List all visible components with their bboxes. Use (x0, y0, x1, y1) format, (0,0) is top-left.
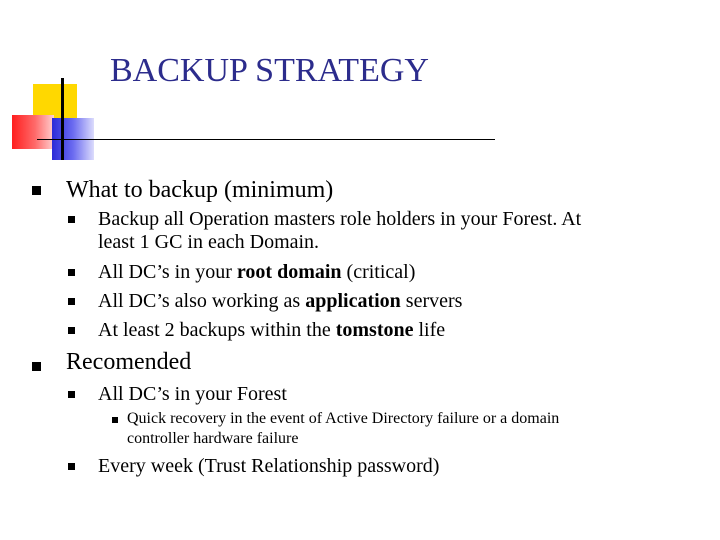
bullet-square-icon (68, 391, 75, 398)
section-heading-recommended: Recomended (66, 349, 192, 375)
emphasis-text: application (305, 290, 401, 312)
list-item-text: All DC’s in your Forest (98, 383, 287, 405)
list-item-text: servers (400, 290, 463, 312)
bullet-square-icon (68, 216, 75, 223)
bullet-square-icon (68, 269, 75, 276)
list-item-text: Every week (Trust Relationship password) (98, 455, 440, 477)
emphasis-text: root domain (236, 261, 342, 283)
list-item-text: life (413, 319, 446, 341)
sub-item-text: Quick recovery in the event of Active Directory failure or a domain (127, 410, 560, 427)
list-item-text: Backup all Operation masters role holders in your Forest. At (98, 208, 582, 230)
emphasis-text: tomstone (335, 319, 414, 341)
sub-item-text-continued: controller hardware failure (127, 430, 299, 447)
list-item-text: All DC’s in your (98, 261, 237, 283)
bullet-square-icon (112, 417, 118, 423)
bullet-square-icon (32, 186, 41, 195)
slide-title: BACKUP STRATEGY (110, 52, 429, 89)
bullet-square-icon (68, 327, 75, 334)
list-item-text: At least 2 backups within the (98, 319, 336, 341)
list-item (98, 290, 462, 313)
bullet-square-icon (32, 362, 41, 371)
section-heading-what: What to backup (minimum) (66, 177, 334, 203)
bullet-square-icon (68, 463, 75, 470)
bullet-square-icon (68, 298, 75, 305)
list-item (98, 319, 445, 342)
list-item-text: (critical) (341, 261, 416, 283)
list-item-text-continued: least 1 GC in each Domain. (98, 231, 320, 253)
list-item-text: All DC’s also working as (98, 290, 306, 312)
list-item (98, 261, 415, 284)
